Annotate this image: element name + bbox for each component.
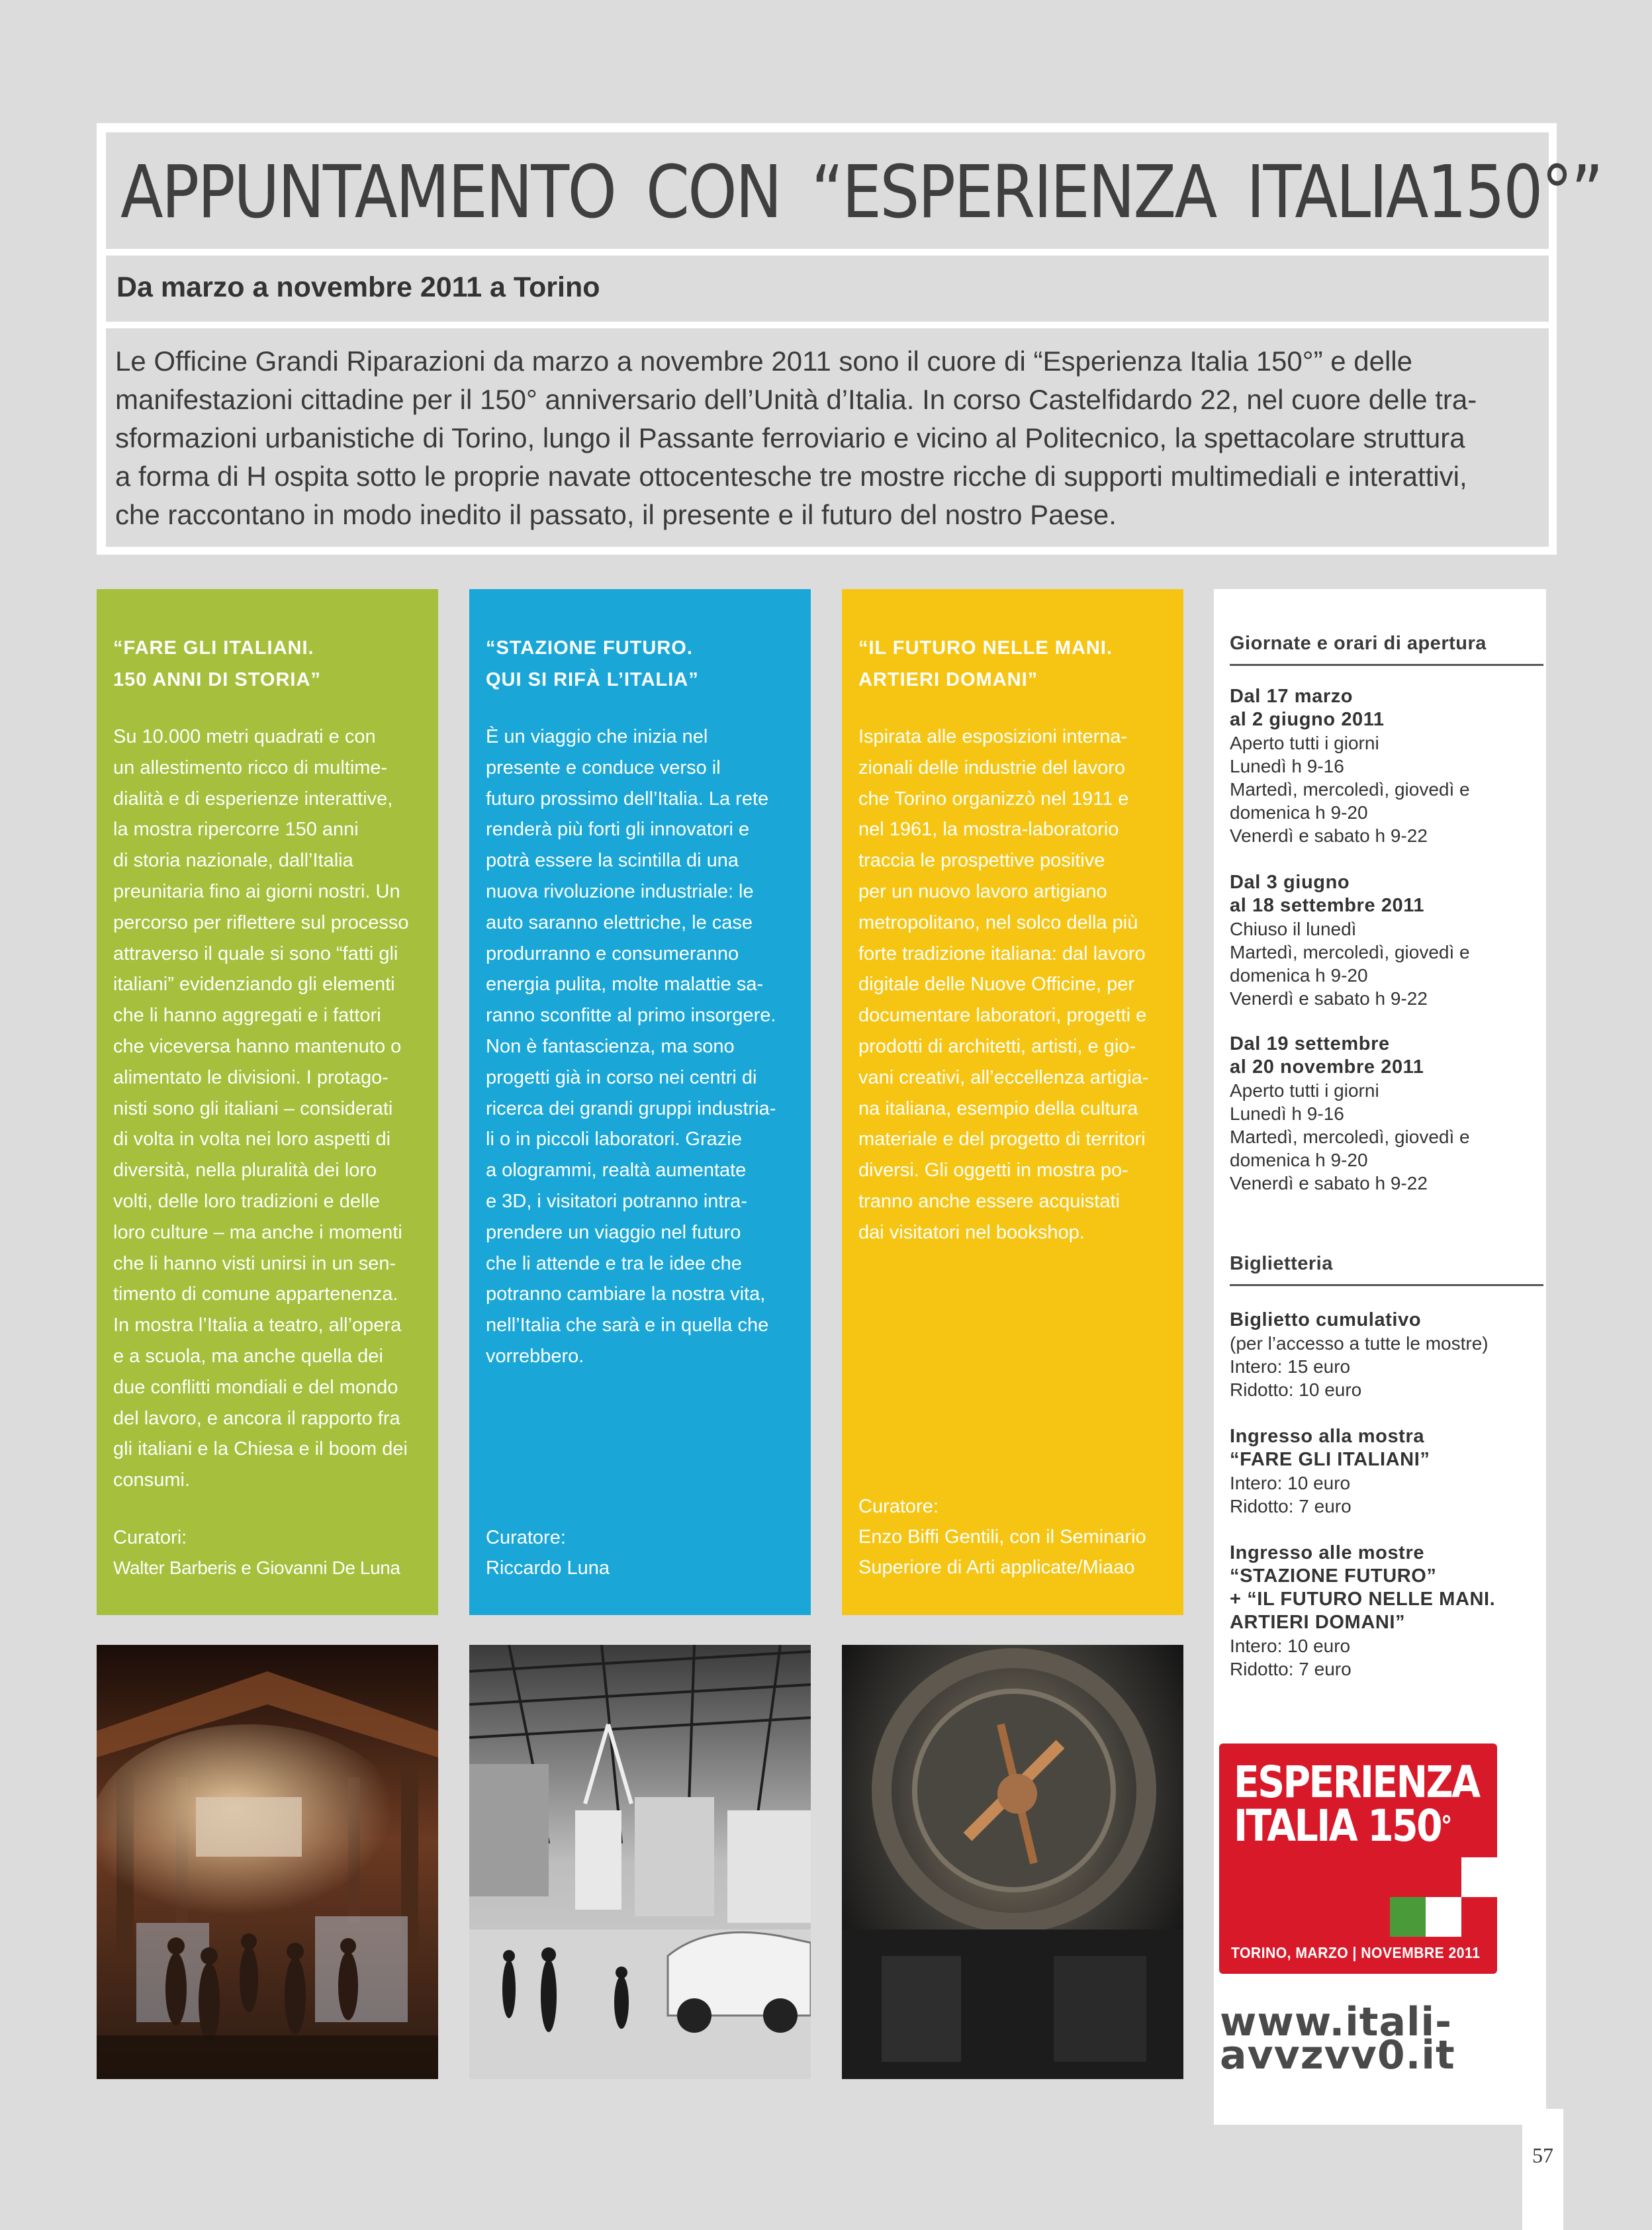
period-dates: Dal 17 marzo <box>1230 686 1354 707</box>
body-line: vorrebbero. <box>486 1345 584 1367</box>
body-line: che Torino organizzò nel 1911 e <box>858 788 1129 810</box>
body-line: di storia nazionale, dall’Italia <box>113 850 353 872</box>
body-line: li o in piccoli laboratori. Grazie <box>486 1129 742 1150</box>
curator-name: Walter Barberis e Giovanni De Luna <box>113 1557 400 1578</box>
body-line: ranno sconfitte al primo insorgere. <box>486 1005 776 1027</box>
ticket-name: “FARE GLI ITALIANI” <box>1230 1449 1430 1470</box>
hours-line: Chiuso il lunedì <box>1230 919 1357 939</box>
body-line: auto saranno elettriche, le case <box>486 911 753 933</box>
period-dates: Dal 3 giugno <box>1230 872 1350 893</box>
column-title-line: ARTIERI DOMANI” <box>858 669 1038 690</box>
ticket-line: Intero: 15 euro <box>1230 1356 1351 1377</box>
column-title <box>858 632 1170 696</box>
hours-line: domenica h 9-20 <box>1230 1150 1368 1170</box>
body-line: potranno cambiare la nostra vita, <box>486 1283 766 1305</box>
website-url-line: www.itali- <box>1220 1999 1453 2045</box>
hours-line: Martedì, mercoledì, giovedì e <box>1230 942 1470 962</box>
body-line: futuro prossimo dell’Italia. La rete <box>486 788 769 810</box>
body-line: potrà essere la scintilla di una <box>486 850 739 872</box>
body-line: nell’Italia che sarà e in quella che <box>486 1315 769 1336</box>
body-line: del lavoro, e ancora il rapporto fra <box>113 1407 400 1429</box>
hours-line: Lunedì h 9-16 <box>1230 1103 1344 1124</box>
body-line: che li hanno aggregati e i fattori <box>113 1005 381 1027</box>
esperienza-italia-logo <box>1219 1743 1497 1974</box>
curator-label: Curatore: <box>486 1527 566 1548</box>
intro-line: che raccontano in modo inedito il passato, il presente e il futuro del nostro Paese. <box>115 499 1117 530</box>
logo-subline: TORINO, MARZO | NOVEMBRE 2011 <box>1231 1944 1481 1961</box>
body-line: nisti sono gli italiani – considerati <box>113 1097 393 1119</box>
body-line: diversi. Gli oggetti in mostra po- <box>858 1160 1128 1182</box>
ticket-line: Ridotto: 10 euro <box>1230 1379 1362 1400</box>
ticket-block <box>1230 1425 1543 1518</box>
hours-line: Venerdì e sabato h 9-22 <box>1230 988 1428 1009</box>
ticket-name: + “IL FUTURO NELLE MANI. <box>1230 1589 1496 1610</box>
ticket-name: Biglietto cumulativo <box>1230 1309 1422 1330</box>
column-title-line: QUI SI RIFÀ L’ITALIA” <box>486 669 699 690</box>
body-line: loro culture – ma anche i momenti <box>113 1221 402 1243</box>
logo-degree: ° <box>1441 1811 1451 1841</box>
intro-paragraph <box>115 342 1538 534</box>
page-number-tab <box>1522 2109 1563 2230</box>
italian-flag-squares-icon <box>1390 1857 1497 1937</box>
website-url-line: avvzvv0.it <box>1220 2032 1455 2078</box>
logo-word-italia <box>1234 1800 1451 1851</box>
ticket-name: Ingresso alla mostra <box>1230 1426 1425 1447</box>
body-line: prodotti di architetti, artisti, e gio- <box>858 1035 1136 1057</box>
body-line: forte tradizione italiana: dal lavoro <box>858 943 1146 964</box>
exhibit-column-stazione-futuro <box>469 589 811 1615</box>
column-body <box>858 721 1176 1248</box>
curator-label: Curatori: <box>113 1527 187 1548</box>
hours-line: Venerdì e sabato h 9-22 <box>1230 1173 1428 1193</box>
page-title: APPUNTAMENTO CON “ESPERIENZA ITALIA150°” <box>120 150 1602 234</box>
tickets-heading: Biglietteria <box>1230 1253 1543 1286</box>
ticket-name: ARTIERI DOMANI” <box>1230 1612 1406 1633</box>
column-title-line: “FARE GLI ITALIANI. <box>113 637 314 659</box>
body-line: zionali delle industrie del lavoro <box>858 757 1126 778</box>
stazione-futuro-illustration <box>469 1645 811 2079</box>
body-line: prendere un viaggio nel futuro <box>486 1221 741 1243</box>
body-line: Su 10.000 metri quadrati e con <box>113 726 376 747</box>
hours-heading: Giornate e orari di apertura <box>1230 633 1543 666</box>
column-body <box>113 721 431 1496</box>
body-line: e 3D, i visitatori potranno intra- <box>486 1190 747 1212</box>
column-title <box>113 632 424 696</box>
body-line: produrranno e consumeranno <box>486 943 739 964</box>
curator-name: Riccardo Luna <box>486 1557 610 1579</box>
body-line: che li hanno visti unirsi in un sen- <box>113 1252 396 1274</box>
stazione-futuro-photo <box>469 1645 811 2079</box>
intro-line: manifestazioni cittadine per il 150° anniversario dell’Unità d’Italia. In corso Castelfidardo 22, nel cuore delle tra- <box>115 384 1477 415</box>
period-dates: al 20 novembre 2011 <box>1230 1056 1424 1078</box>
ticket-line: (per l’accesso a tutte le mostre) <box>1230 1333 1489 1354</box>
exhibition-hall-photo <box>97 1645 438 2079</box>
body-line: metropolitano, nel solco della più <box>858 911 1138 933</box>
body-line: gli italiani e la Chiesa e il boom dei <box>113 1438 408 1460</box>
column-title-line: “IL FUTURO NELLE MANI. <box>858 637 1113 659</box>
intro-line: a forma di H ospita sotto le proprie navate ottocentesche tre mostre ricche di supporti multimediali e interattivi, <box>115 461 1467 492</box>
page-number: 57 <box>1532 2143 1553 2167</box>
body-line: Ispirata alle esposizioni interna- <box>858 726 1128 747</box>
ticket-name: Ingresso alle mostre <box>1230 1542 1425 1563</box>
futuro-nelle-mani-illustration <box>842 1645 1183 2079</box>
body-line: attraverso il quale si sono “fatti gli <box>113 943 398 964</box>
curator-label: Curatore: <box>858 1496 939 1517</box>
body-line: per un nuovo lavoro artigiano <box>858 880 1107 902</box>
ticket-line: Intero: 10 euro <box>1230 1473 1351 1493</box>
ticket-block <box>1230 1542 1543 1681</box>
body-line: due conflitti mondiali e del mondo <box>113 1376 398 1398</box>
logo-word-esperienza: ESPERIENZA <box>1234 1757 1479 1808</box>
hours-line: domenica h 9-20 <box>1230 802 1368 823</box>
subtitle: Da marzo a novembre 2011 a Torino <box>116 271 600 303</box>
period-dates: al 2 giugno 2011 <box>1230 709 1385 730</box>
body-line: digitale delle Nuove Officine, per <box>858 974 1134 996</box>
body-line: traccia le prospettive positive <box>858 850 1105 872</box>
body-line: renderà più forti gli innovatori e <box>486 819 750 841</box>
body-line: In mostra l’Italia a teatro, all’opera <box>113 1315 402 1336</box>
body-line: consumi. <box>113 1469 191 1491</box>
body-line: progetti già in corso nei centri di <box>486 1066 757 1088</box>
body-line: vani creativi, all’eccellenza artigia- <box>858 1066 1149 1088</box>
exhibition-hall-illustration <box>97 1645 438 2079</box>
hours-line: Venerdì e sabato h 9-22 <box>1230 825 1428 846</box>
body-line: documentare laboratori, progetti e <box>858 1005 1147 1027</box>
body-line: ricerca dei grandi gruppi industria- <box>486 1097 776 1119</box>
intro-line: sformazioni urbanistiche di Torino, lungo il Passante ferroviario e vicino al Politecnico, la spettacolare struttura <box>115 422 1465 453</box>
body-line: dai visitatori nel bookshop. <box>858 1221 1085 1243</box>
hours-line: Aperto tutti i giorni <box>1230 733 1379 753</box>
body-line: nuova rivoluzione industriale: le <box>486 880 754 902</box>
body-line: che li attende e tra le idee che <box>486 1252 742 1274</box>
ticket-line: Intero: 10 euro <box>1230 1636 1351 1656</box>
column-title-line: 150 ANNI DI STORIA” <box>113 669 321 690</box>
hours-line: Martedì, mercoledì, giovedì e <box>1230 1127 1470 1147</box>
column-title <box>486 632 797 696</box>
body-line: presente e conduce verso il <box>486 757 721 778</box>
curator-name-line: Enzo Biffi Gentili, con il Seminario <box>858 1526 1146 1548</box>
curator-name-line: Superiore di Arti applicate/Miaao <box>858 1557 1135 1578</box>
body-line: na italiana, esempio della cultura <box>858 1097 1138 1119</box>
column-title-line: “STAZIONE FUTURO. <box>486 637 693 659</box>
logo-word-italia-text: ITALIA 150 <box>1234 1800 1442 1851</box>
ticket-line: Ridotto: 7 euro <box>1230 1496 1352 1516</box>
body-line: a ologrammi, realtà aumentate <box>486 1160 747 1182</box>
body-line: energia pulita, molte malattie sa- <box>486 974 764 996</box>
exhibit-column-fare-gli-italiani <box>97 589 438 1615</box>
hours-line: Martedì, mercoledì, giovedì e <box>1230 779 1470 800</box>
body-line: alimentato le divisioni. I protago- <box>113 1066 389 1088</box>
body-line: preunitaria fino ai giorni nostri. Un <box>113 880 400 902</box>
period-block <box>1230 1033 1543 1195</box>
body-line: timento di comune appartenenza. <box>113 1283 398 1305</box>
body-line: italiani” evidenziando gli elementi <box>113 974 395 996</box>
body-line: e a scuola, ma anche quella dei <box>113 1345 383 1367</box>
body-line: diversità, nella pluralità dei loro <box>113 1160 377 1182</box>
body-line: volti, delle loro tradizioni e delle <box>113 1190 380 1212</box>
hours-line: domenica h 9-20 <box>1230 965 1368 986</box>
ticket-block <box>1230 1309 1543 1401</box>
body-line: percorso per riflettere sul processo <box>113 911 409 933</box>
body-line: nel 1961, la mostra-laboratorio <box>858 819 1119 841</box>
period-dates: al 18 settembre 2011 <box>1230 895 1425 916</box>
period-block <box>1230 685 1543 847</box>
body-line: È un viaggio che inizia nel <box>486 726 708 747</box>
body-line: la mostra ripercorre 150 anni <box>113 819 359 841</box>
column-body <box>486 721 803 1372</box>
body-line: materiale e del progetto di territori <box>858 1129 1146 1150</box>
hours-line: Lunedì h 9-16 <box>1230 756 1344 776</box>
body-line: Non è fantascienza, ma sono <box>486 1035 735 1057</box>
body-line: che viceversa hanno mantenuto o <box>113 1035 402 1057</box>
website-url[interactable] <box>1220 1999 1537 2078</box>
body-line: dialità e di esperienze interattive, <box>113 788 393 810</box>
intro-line: Le Officine Grandi Riparazioni da marzo a novembre 2011 sono il cuore di “Esperienza Italia 150°” e delle <box>115 346 1412 377</box>
period-dates: Dal 19 settembre <box>1230 1033 1390 1054</box>
period-block <box>1230 871 1543 1010</box>
body-line: un allestimento ricco di multime- <box>113 757 388 778</box>
body-line: tranno anche essere acquistati <box>858 1190 1120 1212</box>
ticket-name: “STAZIONE FUTURO” <box>1230 1565 1437 1587</box>
futuro-nelle-mani-photo <box>842 1645 1183 2079</box>
exhibit-column-il-futuro-nelle-mani <box>842 589 1183 1615</box>
hours-line: Aperto tutti i giorni <box>1230 1080 1379 1101</box>
ticket-line: Ridotto: 7 euro <box>1230 1659 1352 1679</box>
curator-name <box>858 1522 1176 1583</box>
body-line: di volta in volta nei loro aspetti di <box>113 1129 391 1150</box>
